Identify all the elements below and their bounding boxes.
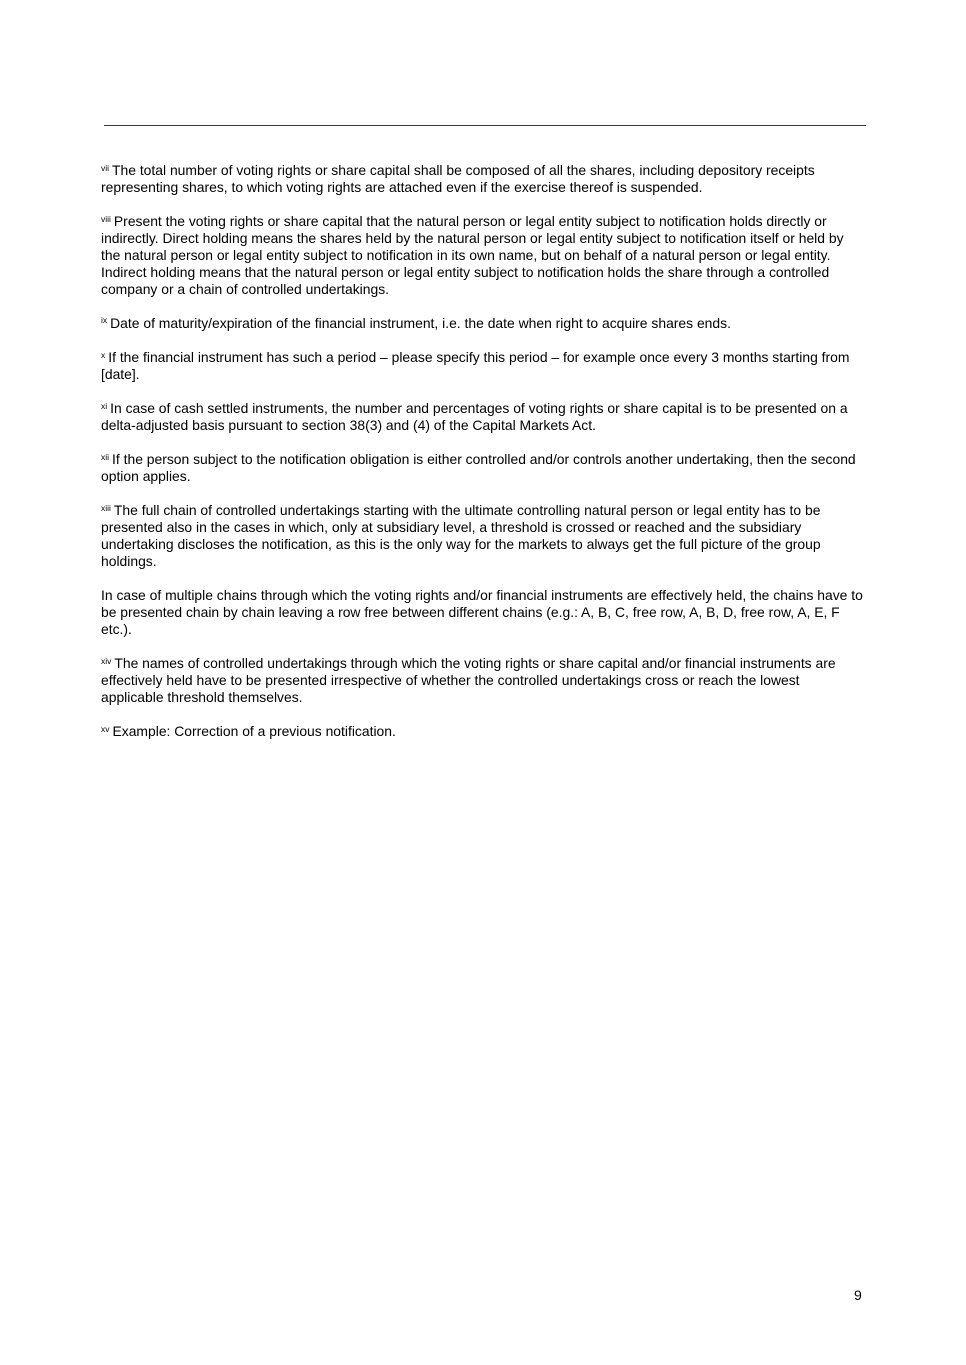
footnote-x bbox=[101, 349, 863, 383]
footnote-marker: xiv bbox=[101, 655, 112, 666]
footnote-text: The total number of voting rights or share capital shall be composed of all the shares, including depository receipts representing shares, to which voting rights are attached even if the exercise thereof is suspended. bbox=[101, 162, 815, 195]
footnote-text: In case of cash settled instruments, the number and percentages of voting rights or share capital is to be presented on a delta-adjusted basis pursuant to section 38(3) and (4) of the Capital Markets Act. bbox=[101, 400, 848, 434]
footnote-marker: xv bbox=[101, 723, 110, 734]
footnote-viii bbox=[101, 213, 863, 298]
footnote-xiii-continued bbox=[101, 587, 863, 638]
footnote-marker: xii bbox=[101, 451, 110, 462]
footnote-marker: viii bbox=[101, 213, 111, 224]
footnote-marker: xi bbox=[101, 400, 108, 411]
footnotes-section bbox=[101, 162, 863, 758]
footnote-xii bbox=[101, 451, 863, 485]
footnote-xiii bbox=[101, 502, 863, 570]
page-number: 9 bbox=[854, 1287, 862, 1303]
footnote-marker: ix bbox=[101, 315, 108, 326]
footnote-text: In case of multiple chains through which the voting rights and/or financial instruments are effectively held, the chains have to be presented chain by chain leaving a row free between different chains (e.g.: A, B, C, free row, A, B, D, free row, A, E, F etc.). bbox=[101, 587, 863, 638]
footnote-xi bbox=[101, 400, 863, 434]
footnote-marker: x bbox=[101, 349, 106, 360]
footnote-text: Example: Correction of a previous notification. bbox=[112, 723, 396, 740]
footnote-text: Date of maturity/expiration of the financial instrument, i.e. the date when right to acquire shares ends. bbox=[110, 314, 731, 331]
footnote-vii bbox=[101, 162, 863, 196]
footnote-text: The full chain of controlled undertakings starting with the ultimate controlling natural person or legal entity has to be presented also in the cases in which, only at subsidiary level, a threshold is crossed or reached and the subsidiary undertaking discloses the notification, as this is the only way for the markets to always get the full picture of the group holdings. bbox=[101, 502, 821, 570]
footnote-marker: xiii bbox=[101, 502, 111, 513]
footnote-text: Present the voting rights or share capital that the natural person or legal entity subject to notification holds directly or indirectly. Direct holding means the shares held by the natural person or legal entity subject to notification itself or held by the natural person or legal entity subject to notification in its own name, but on behalf of a natural person or legal entity. Indirect holding means that the natural person or legal entity subject to notification holds the share through a controlled company or a chain of controlled undertakings. bbox=[101, 213, 844, 297]
footnote-xv bbox=[101, 723, 863, 740]
footnote-ix bbox=[101, 315, 863, 332]
footnote-separator bbox=[104, 125, 866, 126]
footnote-text: If the person subject to the notification obligation is either controlled and/or controls another undertaking, then the second option applies. bbox=[101, 451, 856, 485]
footnote-text: If the financial instrument has such a period – please specify this period – for example once every 3 months starting from [date]. bbox=[101, 349, 850, 383]
footnote-marker: vii bbox=[101, 162, 110, 173]
footnote-xiv bbox=[101, 655, 863, 706]
footnote-text: The names of controlled undertakings through which the voting rights or share capital and/or financial instruments are effectively held have to be presented irrespective of whether the controlled undertakings cross or reach the lowest applicable threshold themselves. bbox=[101, 655, 836, 706]
